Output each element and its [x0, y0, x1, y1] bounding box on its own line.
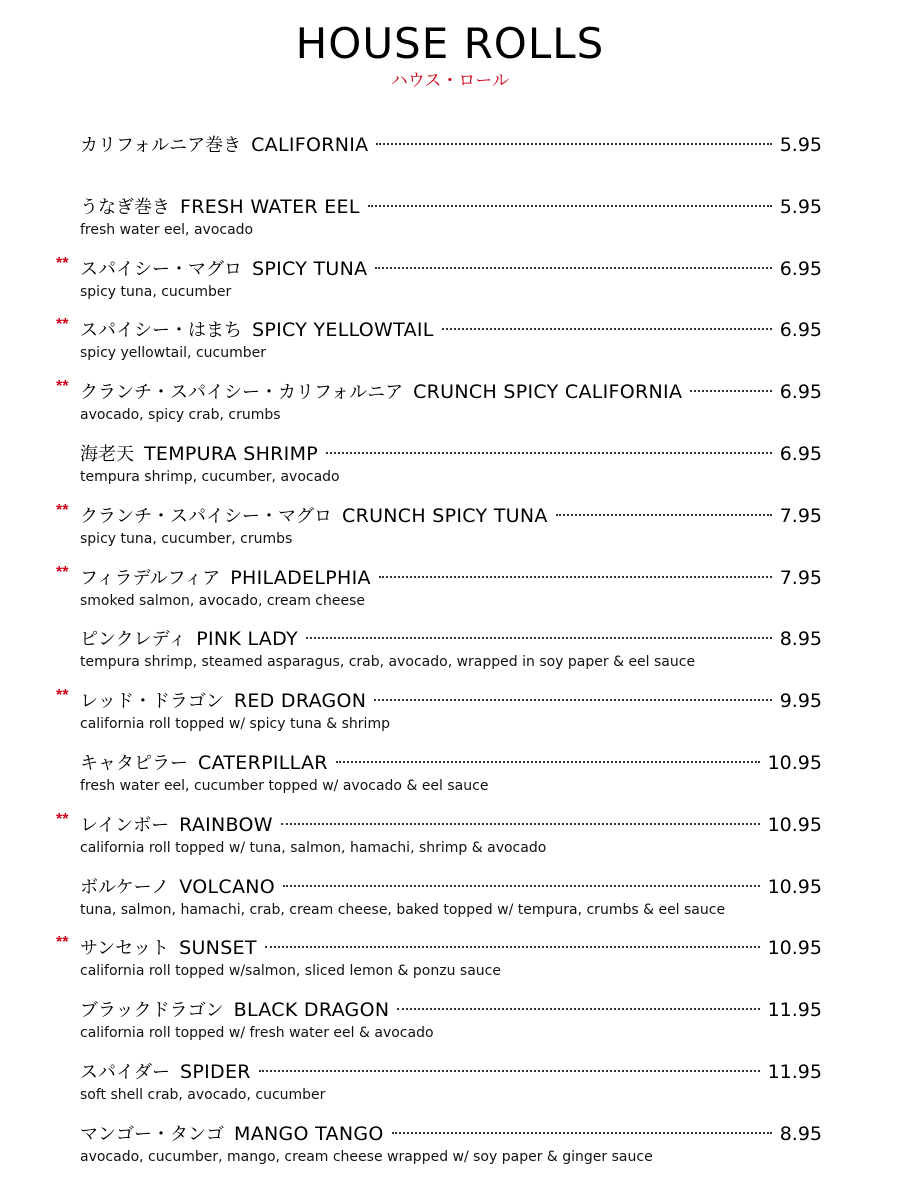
page-title: HOUSE ROLLS [295, 19, 605, 68]
dot-leader [283, 885, 760, 887]
item-name-en: BLACK DRAGON [233, 999, 390, 1022]
menu-item [0, 563, 900, 625]
page-subtitle-jp: ハウス・ロール [390, 71, 510, 90]
item-name-en: SPIDER [180, 1060, 251, 1083]
item-name-jp: ブラックドラゴン [80, 1000, 224, 1022]
item-name-en: SUNSET [179, 937, 257, 960]
menu-item-row [80, 315, 822, 345]
item-price: 11.95 [767, 999, 822, 1022]
item-description: fresh water eel, avocado [80, 221, 254, 238]
item-name-en: TEMPURA SHRIMP [144, 442, 319, 465]
menu-item-row [80, 872, 822, 902]
item-name-en: FRESH WATER EEL [180, 195, 360, 218]
item-price: 10.95 [767, 813, 822, 836]
menu-item-row [80, 130, 822, 160]
item-name-jp: レッド・ドラゴン [80, 691, 224, 713]
item-name-en: CRUNCH SPICY TUNA [342, 504, 548, 527]
spicy-marker: ** [56, 254, 69, 272]
spicy-marker: ** [56, 563, 69, 581]
dot-leader [336, 761, 760, 763]
item-price: 6.95 [779, 442, 822, 465]
item-name-jp: クランチ・スパイシー・カリフォルニア [80, 382, 404, 404]
item-name-jp: フィラデルフィア [80, 567, 221, 589]
menu-item [0, 1119, 900, 1181]
item-name-jp: スパイシー・マグロ [80, 258, 242, 280]
item-name-jp: キャタピラー [80, 752, 188, 774]
item-description: california roll topped w/ fresh water eel & avocado [80, 1025, 434, 1042]
item-description: california roll topped w/ spicy tuna & shrimp [80, 716, 390, 733]
dot-leader [375, 267, 771, 269]
menu-item-row [80, 501, 822, 531]
item-description: california roll topped w/salmon, sliced lemon & ponzu sauce [80, 963, 501, 980]
item-price: 7.95 [779, 566, 822, 589]
item-name-jp: マンゴー・タンゴ [80, 1123, 224, 1145]
item-name-en: RAINBOW [179, 813, 273, 836]
item-name-en: PHILADELPHIA [230, 566, 371, 589]
menu-item-row [80, 686, 822, 716]
item-description: soft shell crab, avocado, cucumber [80, 1086, 326, 1103]
dot-leader [690, 390, 771, 392]
spicy-marker: ** [56, 810, 69, 828]
item-name-en: MANGO TANGO [234, 1122, 384, 1145]
menu-item-row [80, 810, 822, 840]
menu-item [0, 624, 900, 686]
item-description: fresh water eel, cucumber topped w/ avocado & eel sauce [80, 777, 489, 794]
spicy-marker: ** [56, 687, 69, 705]
menu-item-row [80, 439, 822, 469]
item-description: tempura shrimp, steamed asparagus, crab, avocado, wrapped in soy paper & eel sauce [80, 654, 696, 671]
item-name-jp: ボルケーノ [80, 876, 170, 898]
item-name-en: CALIFORNIA [251, 134, 369, 156]
item-description: spicy tuna, cucumber, crumbs [80, 530, 293, 547]
item-price: 11.95 [767, 1060, 822, 1083]
item-name-en: CATERPILLAR [198, 751, 328, 774]
dot-leader [374, 699, 771, 701]
item-name-jp: クランチ・スパイシー・マグロ [80, 505, 332, 527]
menu-item [0, 810, 900, 872]
menu-item-row [80, 748, 822, 778]
item-price: 5.95 [779, 134, 822, 156]
menu-item [0, 995, 900, 1057]
item-name-jp: ピンクレディ [80, 629, 187, 651]
menu-item [0, 686, 900, 748]
item-name-en: VOLCANO [179, 875, 276, 898]
item-price: 8.95 [779, 1122, 822, 1145]
item-price: 6.95 [779, 319, 822, 342]
menu-item [0, 377, 900, 439]
dot-leader [326, 452, 772, 454]
item-price: 10.95 [767, 875, 822, 898]
menu-header [0, 18, 900, 92]
spicy-marker: ** [56, 316, 69, 334]
spicy-marker: ** [56, 501, 69, 519]
menu-item [0, 192, 900, 254]
menu-item-row [80, 624, 822, 654]
spicy-marker: ** [56, 378, 69, 396]
item-name-en: CRUNCH SPICY CALIFORNIA [413, 381, 683, 404]
item-price: 10.95 [767, 751, 822, 774]
item-name-en: SPICY TUNA [252, 257, 368, 280]
item-description: smoked salmon, avocado, cream cheese [80, 592, 365, 609]
item-name-en: PINK LADY [196, 628, 298, 651]
item-price: 8.95 [779, 628, 822, 651]
menu-item [0, 872, 900, 934]
item-name-en: RED DRAGON [233, 690, 367, 713]
dot-leader [556, 514, 772, 516]
menu-item [0, 501, 900, 563]
menu-item-row [80, 192, 822, 222]
item-name-jp: スパイダー [80, 1061, 170, 1083]
item-price: 6.95 [779, 257, 822, 280]
dot-leader [306, 637, 772, 639]
menu-item-row [80, 1119, 822, 1149]
item-price: 10.95 [767, 937, 822, 960]
item-price: 9.95 [779, 690, 822, 713]
item-price: 7.95 [779, 504, 822, 527]
dot-leader [397, 1008, 759, 1010]
dot-leader [368, 205, 772, 207]
menu-item-row [80, 377, 822, 407]
item-description: spicy yellowtail, cucumber [80, 345, 266, 362]
item-description: spicy tuna, cucumber [80, 283, 232, 300]
menu-item-row [80, 563, 822, 593]
spicy-marker: ** [56, 934, 69, 952]
dot-leader [376, 143, 771, 145]
dot-leader [259, 1070, 760, 1072]
item-name-jp: サンセット [80, 938, 170, 960]
item-name-jp: レインボー [80, 814, 170, 836]
menu-item [0, 748, 900, 810]
item-description: avocado, spicy crab, crumbs [80, 407, 281, 424]
menu-item [0, 1057, 900, 1119]
item-description: california roll topped w/ tuna, salmon, hamachi, shrimp & avocado [80, 839, 547, 856]
menu-item-row [80, 933, 822, 963]
menu-item [0, 933, 900, 995]
dot-leader [265, 946, 760, 948]
menu-list [0, 130, 900, 1181]
item-description: tempura shrimp, cucumber, avocado [80, 468, 340, 485]
menu-item-row [80, 254, 822, 284]
item-price: 6.95 [779, 381, 822, 404]
dot-leader [442, 328, 772, 330]
menu-item-row [80, 995, 822, 1025]
menu-item [0, 315, 900, 377]
menu-item [0, 254, 900, 316]
item-description: tuna, salmon, hamachi, crab, cream cheese, baked topped w/ tempura, crumbs & eel sauce [80, 901, 726, 918]
item-name-jp: うなぎ巻き [80, 196, 170, 218]
menu-item-row [80, 1057, 822, 1087]
dot-leader [281, 823, 760, 825]
menu-item [0, 130, 900, 192]
dot-leader [392, 1132, 772, 1134]
menu-item [0, 439, 900, 501]
item-name-en: SPICY YELLOWTAIL [252, 319, 434, 342]
item-name-jp: 海老天 [80, 443, 134, 465]
item-name-jp: カリフォルニア巻き [80, 135, 242, 156]
item-price: 5.95 [779, 195, 822, 218]
dot-leader [379, 576, 772, 578]
item-name-jp: スパイシー・はまち [80, 320, 242, 342]
item-description: avocado, cucumber, mango, cream cheese wrapped w/ soy paper & ginger sauce [80, 1148, 653, 1165]
